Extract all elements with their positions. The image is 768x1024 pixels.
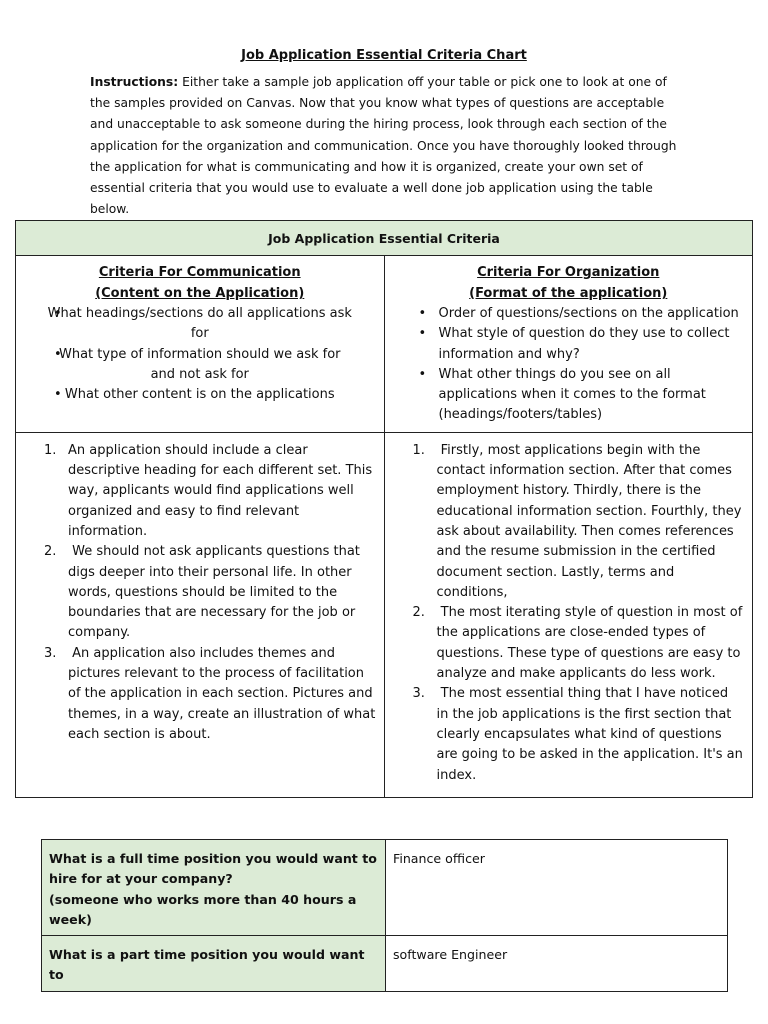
full-time-question-cell xyxy=(42,840,386,936)
list-item: 1. An application should include a clear descriptive heading for each different set. This way, applicants would find applications well organized and easy to find relevant information. xyxy=(44,442,373,539)
communication-answers-cell xyxy=(16,432,385,797)
list-item: • What style of question do they use to collect information and why? xyxy=(395,324,743,365)
organization-bullets xyxy=(395,304,743,426)
criteria-table-header: Job Application Essential Criteria xyxy=(16,221,753,256)
part-time-question-cell xyxy=(42,936,386,992)
full-time-answer[interactable]: Finance officer xyxy=(386,840,728,936)
communication-criteria-cell xyxy=(16,256,385,433)
answer-text: The most essential thing that I have noticed in the job applications is the first section that clearly encapsulates what kind of questions are going to be asked in the application. It's an index. xyxy=(436,686,743,783)
organization-answers xyxy=(393,441,745,786)
instructions-label: Instructions: xyxy=(90,75,179,89)
communication-heading: Criteria For Communication xyxy=(98,265,301,280)
list-item: 3. The most essential thing that I have noticed in the job applications is the first section that clearly encapsulates what kind of questions are going to be asked in the application. It's an index. xyxy=(412,686,743,783)
part-time-answer[interactable]: software Engineer xyxy=(386,936,728,992)
part-time-question: What is a part time position you would want to xyxy=(49,947,365,983)
list-item: 1. Firstly, most applications begin with the contact information section. After that comes employment history. Thirdly, there is the educational information section. Fourthly, they ask about availability. Then comes references and the resume submission in the certified document section. Lastly, terms and conditions, xyxy=(412,442,742,600)
positions-table xyxy=(41,839,728,992)
list-item: 2. The most iterating style of question in most of the applications are close-ended types of questions. These type of questions are easy to analyze and make applicants do less work. xyxy=(412,605,743,682)
organization-criteria-cell xyxy=(384,256,753,433)
instructions xyxy=(90,72,690,220)
answer-text: An application should include a clear descriptive heading for each different set. This way, applicants would find applications well organized and easy to find relevant information. xyxy=(68,442,373,539)
answer-text: Firstly, most applications begin with the contact information section. After that comes employment history. Thirdly, there is the educational information section. Fourthly, they ask about availability. Then comes references and the resume submission in the certified document section. Lastly, terms and conditions, xyxy=(436,442,742,600)
answer-text: The most iterating style of question in most of the applications are close-ended types of questions. These type of questions are easy to analyze and make applicants do less work. xyxy=(436,605,743,682)
list-item: • Order of questions/sections on the application xyxy=(395,304,743,324)
organization-subheading: (Format of the application) xyxy=(469,286,668,301)
instructions-text: Either take a sample job application off your table or pick one to look at one of the samples provided on Canvas. Now that you know what types of questions are acceptable and unacceptable to ask someone during the hiring process, look through each section of the application for the organization and communication. Once you have thoroughly looked through the application for what is communicating and how it is organized, create your own set of essential criteria that you would use to evaluate a well done job application using the table below. xyxy=(90,75,677,217)
list-item: • What headings/sections do all applications ask for xyxy=(26,304,374,345)
communication-answers xyxy=(24,441,376,745)
answer-text: We should not ask applicants questions that digs deeper into their personal life. In other words, questions should be limited to the boundaries that are necessary for the job or company. xyxy=(68,544,360,641)
full-time-question: What is a full time position you would want to hire for at your company? xyxy=(49,851,377,887)
list-item: 2. We should not ask applicants questions that digs deeper into their personal life. In other words, questions should be limited to the boundaries that are necessary for the job or company. xyxy=(44,544,360,641)
communication-bullets xyxy=(26,304,374,405)
communication-subheading: (Content on the Application) xyxy=(95,286,305,301)
answer-text: An application also includes themes and pictures relevant to the process of facilitation of the application in each section. Pictures and themes, in a way, create an illustration of what each section is about. xyxy=(68,645,376,742)
criteria-table xyxy=(15,220,753,798)
page-title: Job Application Essential Criteria Chart xyxy=(241,48,527,63)
organization-heading: Criteria For Organization xyxy=(477,265,660,280)
table-row xyxy=(42,936,728,992)
list-item: • What type of information should we ask for and not ask for xyxy=(26,345,374,386)
table-row xyxy=(42,840,728,936)
list-item: • What other content is on the applications xyxy=(26,385,374,405)
list-item: 3. An application also includes themes and pictures relevant to the process of facilitation of the application in each section. Pictures and themes, in a way, create an illustration of what each section is about. xyxy=(44,645,376,742)
full-time-note: (someone who works more than 40 hours a week) xyxy=(49,891,357,927)
list-item: • What other things do you see on all applications when it comes to the format (headings/footers/tables) xyxy=(395,365,743,426)
organization-answers-cell xyxy=(384,432,753,797)
